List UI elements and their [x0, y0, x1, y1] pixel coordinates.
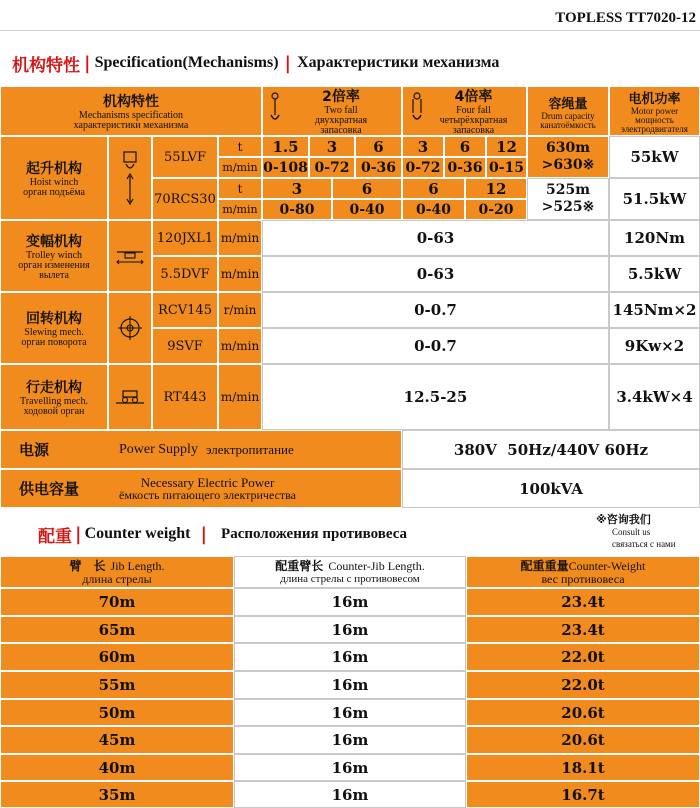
power-supply-en: Power Supply [119, 441, 198, 457]
hoist-m1-speed-1: 0-108 [262, 157, 309, 178]
spec-header-sep-2: | [284, 52, 292, 74]
trolley-ru1: орган изменения [18, 260, 90, 271]
hoist-m2-load-3: 6 [402, 178, 465, 199]
hoist-m2-speed-label: m/min [218, 199, 262, 220]
slewing-label [0, 292, 108, 364]
hoist-m1-drum-1: 630m [545, 140, 591, 156]
hoist-m1-drum [527, 136, 609, 178]
counter-row-3-jib: 60m [0, 643, 234, 671]
counter-row-2-jib: 65m [0, 616, 234, 643]
hoist-m1-load-4: 3 [402, 136, 444, 157]
counter-header-ru: Расположения противовеса [221, 525, 408, 542]
slewing-r2-speed: 0-0.7 [262, 328, 609, 364]
trolley-label [0, 220, 108, 292]
slewing-ru: орган поворота [21, 337, 87, 348]
counter-head-cjib-en: Counter-Jib Length. [328, 559, 425, 573]
hoist-m2-model: 70RCS30 [152, 178, 218, 220]
hoist-m1-load-2: 3 [309, 136, 355, 157]
head-two-fall [262, 86, 402, 136]
counter-row-1-weight: 23.4t [466, 588, 700, 616]
trolley-r2-speed: 0-63 [262, 256, 609, 292]
slewing-cn: 回转机构 [26, 311, 82, 327]
hook-two-icon [267, 91, 283, 125]
travel-speed: 12.5-25 [262, 364, 609, 430]
hoist-m2-t-label: t [218, 178, 262, 199]
spec-header-en: Specification(Mechanisms) [94, 54, 279, 71]
capacity-label [0, 469, 402, 508]
counter-head-weight-line1 [521, 558, 646, 573]
hoist-m1-drum-2: >630※ [541, 157, 595, 173]
travel-icon [115, 387, 145, 407]
travel-cn: 行走机构 [26, 380, 82, 396]
head-drum-ru: канатоёмкость [540, 119, 596, 130]
counter-row-7-cjib: 16m [234, 754, 466, 781]
trolley-ru2: вылета [39, 270, 69, 281]
hoist-cn: 起升机构 [26, 161, 82, 177]
counter-row-8-jib: 35m [0, 781, 234, 808]
slewing-icon [117, 315, 143, 341]
head-mech-ru: характеристики механизма [73, 120, 189, 131]
spec-header-sep: | [84, 52, 91, 74]
consult-note-cn: ※咨询我们 [596, 513, 651, 526]
hoist-m1-t-label: t [218, 136, 262, 157]
trolley-r1-power: 120Nm [609, 220, 700, 256]
hoist-icon [118, 148, 142, 208]
hoist-m2-drum-1: 525m [545, 182, 591, 198]
counter-header-en: Counter weight [84, 525, 191, 542]
head-power-en: Motor power [630, 106, 679, 116]
slewing-icon-cell [108, 292, 152, 364]
head-drum-en: Drum capacity [541, 110, 595, 121]
counter-head-cjib-ru: длина стрелы с противовесом [280, 573, 420, 585]
counter-header-sep-2: | [200, 523, 208, 545]
hoist-m2-speed-4: 0-20 [465, 199, 527, 220]
slewing-r1-model: RCV145 [152, 292, 218, 328]
power-supply-cn: 电源 [19, 441, 50, 459]
counter-row-1-cjib: 16m [234, 588, 466, 616]
counter-head-weight-cn: 配重重量 [520, 559, 569, 573]
capacity-en: Necessary Electric Power [140, 474, 275, 490]
hoist-m1-model: 55LVF [152, 136, 218, 178]
spec-header-ru: Характеристики механизма [297, 54, 500, 71]
travel-en: Travelling mech. [20, 396, 88, 407]
head-two-cn: 2倍率 [322, 89, 360, 105]
capacity-cn: 供电容量 [19, 480, 80, 498]
trolley-r2-model: 5.5DVF [152, 256, 218, 292]
trolley-r1-speed: 0-63 [262, 220, 609, 256]
counter-row-5-cjib: 16m [234, 699, 466, 726]
counter-row-5-jib: 50m [0, 699, 234, 726]
counter-head-jib-line1 [69, 558, 164, 573]
counter-row-7-jib: 40m [0, 754, 234, 781]
head-power [609, 86, 700, 136]
counter-head-jib-ru: длина стрелы [82, 572, 152, 586]
counter-head-weight-en: Counter-Weight [568, 559, 646, 573]
counter-row-5-weight: 20.6t [466, 699, 700, 726]
head-four-fall [402, 86, 527, 136]
hoist-m2-speed-2: 0-40 [332, 199, 402, 220]
counter-row-3-weight: 22.0t [466, 643, 700, 671]
counter-row-2-cjib: 16m [234, 616, 466, 643]
hoist-m1-load-1: 1.5 [262, 136, 309, 157]
counter-row-3-cjib: 16m [234, 643, 466, 671]
hoist-m2-speed-3: 0-40 [402, 199, 465, 220]
hoist-m1-speed-2: 0-72 [309, 157, 355, 178]
slewing-r1-power: 145Nm×2 [609, 292, 700, 328]
trolley-r2-power: 5.5kW [609, 256, 700, 292]
power-supply-value: 380V 50Hz/440V 60Hz [402, 430, 700, 469]
slewing-r2-unit: m/min [218, 328, 262, 364]
counter-row-1-jib: 70m [0, 588, 234, 616]
head-mech-cn: 机构特性 [103, 94, 159, 110]
head-four-ru2: запасовка [452, 125, 495, 136]
slewing-en: Slewing mech. [24, 327, 84, 338]
hoist-m1-load-6: 12 [486, 136, 527, 157]
consult-note-ru: связаться с нами [612, 539, 676, 549]
counter-row-4-jib: 55m [0, 671, 234, 699]
head-power-ru: мощность [635, 115, 674, 125]
power-supply-label [0, 430, 402, 469]
counter-row-6-jib: 45m [0, 726, 234, 754]
counter-header [38, 522, 407, 546]
counter-row-8-weight: 16.7t [466, 781, 700, 808]
counter-row-4-cjib: 16m [234, 671, 466, 699]
hoist-m1-load-5: 6 [444, 136, 486, 157]
hoist-m2-load-1: 3 [262, 178, 332, 199]
trolley-cn: 变幅机构 [26, 234, 82, 250]
hoist-m2-load-4: 12 [465, 178, 527, 199]
hoist-m2-drum [527, 178, 609, 220]
head-drum-cn: 容绳量 [548, 96, 588, 112]
head-four-en: Four fall [456, 105, 491, 116]
slewing-r1-unit: r/min [218, 292, 262, 328]
travel-unit: m/min [218, 364, 262, 430]
spec-header [12, 50, 499, 76]
trolley-r2-unit: m/min [218, 256, 262, 292]
travel-power: 3.4kW×4 [609, 364, 700, 430]
head-power-ru2: электродвигателя [621, 124, 688, 134]
head-power-cn: 电机功率 [628, 92, 681, 107]
counter-row-6-weight: 20.6t [466, 726, 700, 754]
counter-head-cjib [234, 556, 466, 588]
counter-head-cjib-line1 [275, 558, 425, 573]
head-mech [0, 86, 262, 136]
head-two-ru: двухкратная [314, 115, 368, 126]
travel-label [0, 364, 108, 430]
counter-head-weight [466, 556, 700, 588]
hook-four-icon [407, 91, 427, 125]
hoist-m1-speed-6: 0-15 [486, 157, 527, 178]
hoist-m2-drum-2: >525※ [541, 199, 595, 215]
counter-row-4-weight: 22.0t [466, 671, 700, 699]
counter-head-jib-cn: 臂 长 [69, 559, 106, 573]
travel-model: RT443 [152, 364, 218, 430]
counter-header-cn: 配重 [38, 526, 72, 547]
hoist-m2-load-2: 6 [332, 178, 402, 199]
hoist-m1-load-3: 6 [355, 136, 402, 157]
hoist-m2-power: 51.5kW [609, 178, 700, 220]
trolley-icon [115, 246, 145, 266]
slewing-r2-model: 9SVF [152, 328, 218, 364]
slewing-r1-speed: 0-0.7 [262, 292, 609, 328]
capacity-ru: ёмкость питающего электричества [119, 487, 296, 502]
hoist-m2-speed-1: 0-80 [262, 199, 332, 220]
hoist-m1-speed-label: m/min [218, 157, 262, 178]
power-supply-ru: электропитание [205, 441, 294, 457]
travel-icon-cell [108, 364, 152, 430]
top-rule [0, 30, 700, 31]
hoist-en: Hoist winch [29, 177, 79, 188]
hoist-m1-speed-3: 0-36 [355, 157, 402, 178]
consult-note [584, 514, 676, 550]
counter-row-8-cjib: 16m [234, 781, 466, 808]
model-title: TOPLESS TT7020-12 [555, 10, 696, 26]
head-mech-en: Mechanisms specification [78, 110, 184, 121]
hoist-label [0, 136, 108, 220]
counter-head-jib-en: Jib Length. [110, 559, 165, 573]
counter-head-cjib-cn: 配重臂长 [275, 559, 324, 573]
counter-row-6-cjib: 16m [234, 726, 466, 754]
trolley-r1-model: 120JXL1 [152, 220, 218, 256]
trolley-r1-unit: m/min [218, 220, 262, 256]
travel-ru: ходовой орган [23, 406, 85, 417]
capacity-value: 100kVA [402, 469, 700, 508]
counter-row-2-weight: 23.4t [466, 616, 700, 643]
consult-note-en: Consult us [612, 527, 651, 537]
slewing-r2-power: 9Kw×2 [609, 328, 700, 364]
counter-head-jib [0, 556, 234, 588]
hoist-m1-power: 55kW [609, 136, 700, 178]
hoist-icon-cell [108, 136, 152, 220]
trolley-icon-cell [108, 220, 152, 292]
hoist-m1-speed-4: 0-72 [402, 157, 444, 178]
trolley-en: Trolley winch [25, 250, 83, 261]
head-drum [527, 86, 609, 136]
hoist-m1-speed-5: 0-36 [444, 157, 486, 178]
head-two-en: Two fall [324, 105, 358, 116]
counter-header-sep: | [75, 523, 82, 545]
counter-row-7-weight: 18.1t [466, 754, 700, 781]
head-two-ru2: запасовка [320, 125, 362, 136]
head-four-ru: четырёхкратная [439, 115, 508, 126]
head-four-cn: 4倍率 [454, 89, 493, 105]
hoist-ru: орган подъёма [23, 187, 85, 198]
spec-header-cn: 机构特性 [12, 55, 80, 76]
counter-head-weight-ru: вес противовеса [541, 572, 625, 586]
